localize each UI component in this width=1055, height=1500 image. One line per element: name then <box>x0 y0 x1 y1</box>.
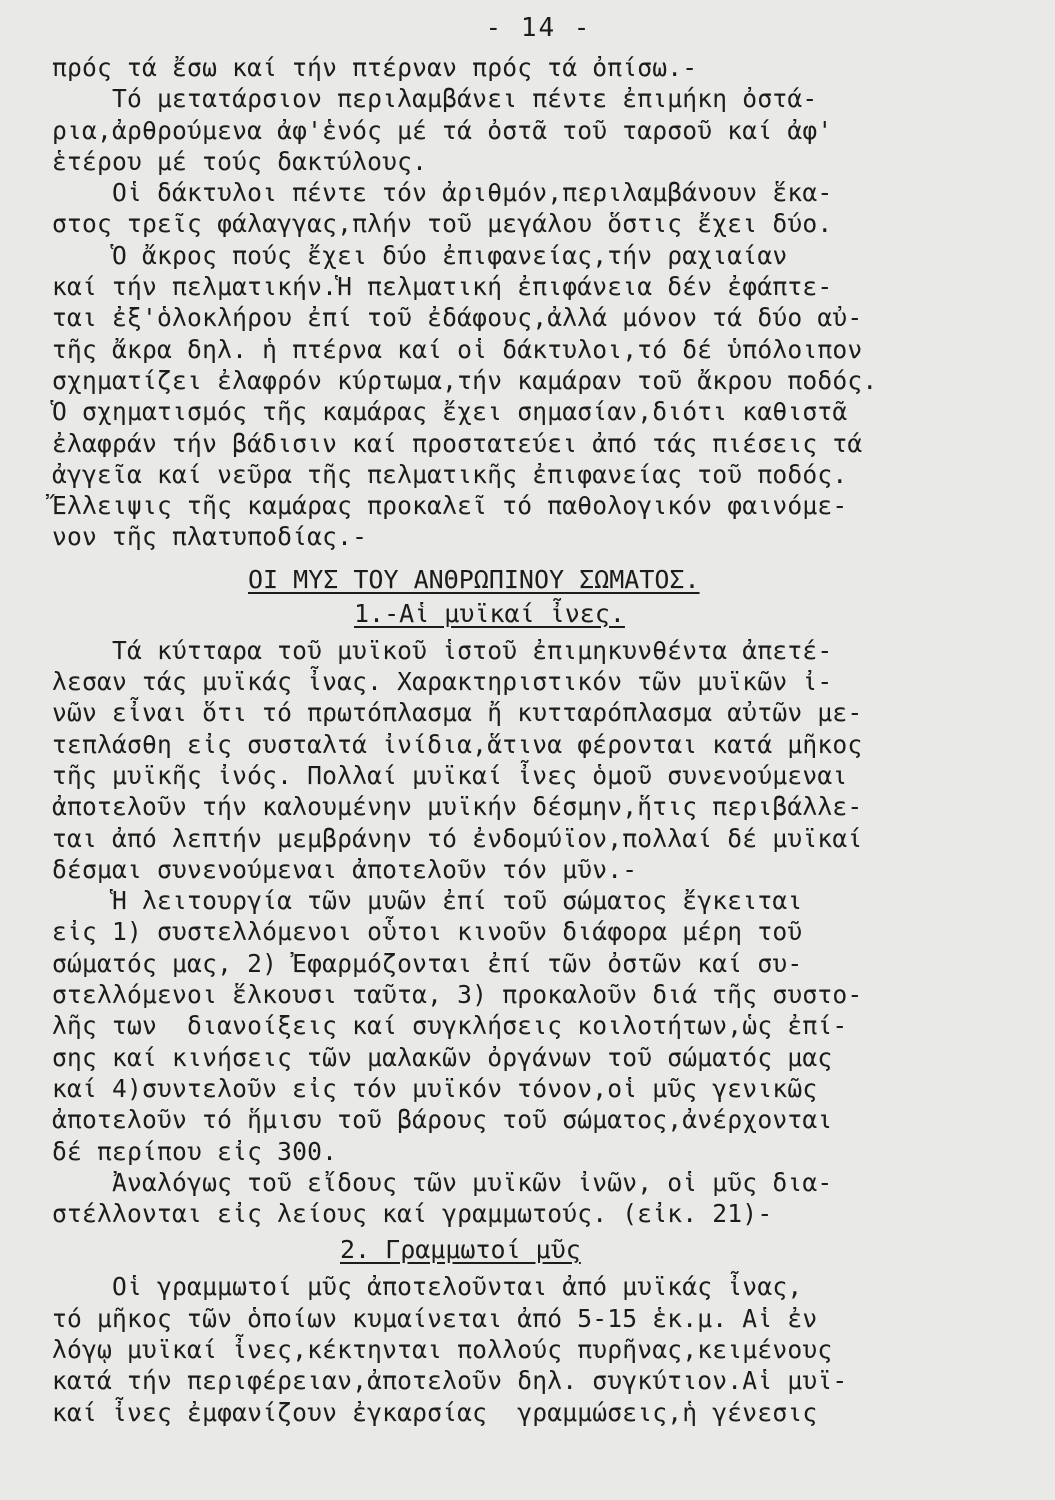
text-line: σης καί κινήσεις τῶν μαλακῶν ὀργάνων τοῦ σώματός μας <box>52 1042 833 1072</box>
text-line: στέλλονται εἰς λείους καί γραμμωτούς. (εἰκ. 21)- <box>52 1199 773 1229</box>
text-line: Ἡ λειτουργία τῶν μυῶν ἐπί τοῦ σώματος ἔγκειται <box>52 886 803 916</box>
text-line: κατά τήν περιφέρειαν,ἀποτελοῦν δηλ. συγκύτιον.Αἱ μυϊ- <box>52 1366 848 1396</box>
text-line: ρια,ἀρθρούμενα ἀφ'ἑνός μέ τά ὀστᾶ τοῦ ταρσοῦ καί ἀφ' <box>52 115 833 145</box>
text-line: νον τῆς πλατυποδίας.- <box>52 522 368 552</box>
section-striated-text <box>52 1271 1025 1427</box>
text-line: τεπλάσθη εἰς συσταλτά ἰνίδια,ἅτινα φέρονται κατά μῆκος <box>52 729 863 759</box>
text-line: ἀποτελοῦν τήν καλουμένην μυϊκήν δέσμην,ἥτις περιβάλλε- <box>52 792 863 822</box>
section-muscle-fibres-text <box>52 635 1025 1230</box>
text-line: εἰς 1) συστελλόμενοι οὗτοι κινοῦν διάφορα μέρη τοῦ <box>52 917 803 947</box>
text-line: καί τήν πελματικήν.Ἡ πελματική ἐπιφάνεια δέν ἐφάπτε- <box>52 272 833 302</box>
page-number: - 14 - <box>485 13 592 43</box>
text-line: ἑτέρου μέ τούς δακτύλους. <box>52 146 428 176</box>
heading-striated-muscles: 2. Γραμμωτοί μῦς <box>340 1235 581 1265</box>
text-line: στελλόμενοι ἕλκουσι ταῦτα, 3) προκαλοῦν διά τῆς συστο- <box>52 980 863 1010</box>
text-line: λεσαν τάς μυϊκάς ἶνας. Χαρακτηριστικόν τῶν μυϊκῶν ἰ- <box>52 667 833 697</box>
text-line: καί 4)συντελοῦν εἰς τόν μυϊκόν τόνον,οἱ μῦς γενικῶς <box>52 1073 818 1103</box>
text-line: τό μῆκος τῶν ὁποίων κυμαίνεται ἀπό 5-15 ἑκ.μ. Αἱ ἐν <box>52 1303 818 1333</box>
text-line: Ἀναλόγως τοῦ εἴδους τῶν μυϊκῶν ἰνῶν, οἱ μῦς δια- <box>52 1167 833 1197</box>
section-foot-text <box>52 52 1025 553</box>
text-line: Ὁ ἄκρος πούς ἔχει δύο ἐπιφανείας,τήν ραχιαίαν <box>52 240 788 270</box>
text-line: πρός τά ἔσω καί τήν πτέρναν πρός τά ὀπίσω.- <box>52 53 698 82</box>
text-line: στος τρεῖς φάλαγγας,πλήν τοῦ μεγάλου ὅστις ἔχει δύο. <box>52 209 833 239</box>
text-line: Τά κύτταρα τοῦ μυϊκοῦ ἱστοῦ ἐπιμηκυνθέντα ἀπετέ- <box>52 635 833 665</box>
heading-muscles: ΟΙ ΜΥΣ ΤΟΥ ΑΝΘΡΩΠΙΝΟΥ ΣΩΜΑΤΟΣ. <box>248 564 700 594</box>
text-line: τῆς ἄκρα δηλ. ἡ πτέρνα καί οἱ δάκτυλοι,τό δέ ὑπόλοιπον <box>52 334 863 364</box>
text-line: σώματός μας, 2) Ἐφαρμόζονται ἐπί τῶν ὀστῶν καί συ- <box>52 948 803 978</box>
text-line: ἀποτελοῦν τό ἥμισυ τοῦ βάρους τοῦ σώματος,ἀνέρχονται <box>52 1105 833 1135</box>
text-line: δέ περίπου εἰς 300. <box>52 1136 338 1166</box>
text-line: ἀγγεῖα καί νεῦρα τῆς πελματικῆς ἐπιφανείας τοῦ ποδός. <box>52 459 848 489</box>
text-line: τῆς μυϊκῆς ἰνός. Πολλαί μυϊκαί ἶνες ὁμοῦ συνενούμεναι <box>52 760 848 790</box>
text-line: λῆς των διανοίξεις καί συγκλήσεις κοιλοτήτων,ὡς ἐπί- <box>52 1011 848 1041</box>
text-line: Οἱ δάκτυλοι πέντε τόν ἀριθμόν,περιλαμβάνουν ἕκα- <box>52 178 833 208</box>
text-line: λόγῳ μυϊκαί ἶνες,κέκτηνται πολλούς πυρῆνας,κειμένους <box>52 1334 833 1364</box>
heading-muscle-fibres: 1.-Αἱ μυϊκαί ἶνες. <box>354 598 625 628</box>
text-line: σχηματίζει ἐλαφρόν κύρτωμα,τήν καμάραν τοῦ ἄκρου ποδός. <box>52 365 878 395</box>
text-line: δέσμαι συνενούμεναι ἀποτελοῦν τόν μῦν.- <box>52 854 638 884</box>
text-line: Οἱ γραμμωτοί μῦς ἀποτελοῦνται ἀπό μυϊκάς ἶνας, <box>52 1272 803 1302</box>
text-line: νῶν εἶναι ὅτι τό πρωτόπλασμα ἤ κυτταρόπλασμα αὐτῶν με- <box>52 698 863 728</box>
text-line: Τό μετατάρσιον περιλαμβάνει πέντε ἐπιμήκη ὀστά- <box>52 84 818 114</box>
text-line: ται ἐξ'ὁλοκλήρου ἐπί τοῦ ἐδάφους,ἀλλά μόνον τά δύο αὐ- <box>52 303 863 333</box>
text-line: ται ἀπό λεπτήν μεμβράνην τό ἐνδομύϊον,πολλαί δέ μυϊκαί <box>52 823 863 853</box>
text-line: Ἔλλειψις τῆς καμάρας προκαλεῖ τό παθολογικόν φαινόμε- <box>52 491 848 521</box>
text-line: καί ἶνες ἐμφανίζουν ἐγκαρσίας γραμμώσεις,ἡ γένεσις <box>52 1397 818 1427</box>
text-line: Ὁ σχηματισμός τῆς καμάρας ἔχει σημασίαν,διότι καθιστᾶ <box>52 397 848 427</box>
text-line: ἐλαφράν τήν βάδισιν καί προστατεύει ἀπό τάς πιέσεις τά <box>52 428 863 458</box>
